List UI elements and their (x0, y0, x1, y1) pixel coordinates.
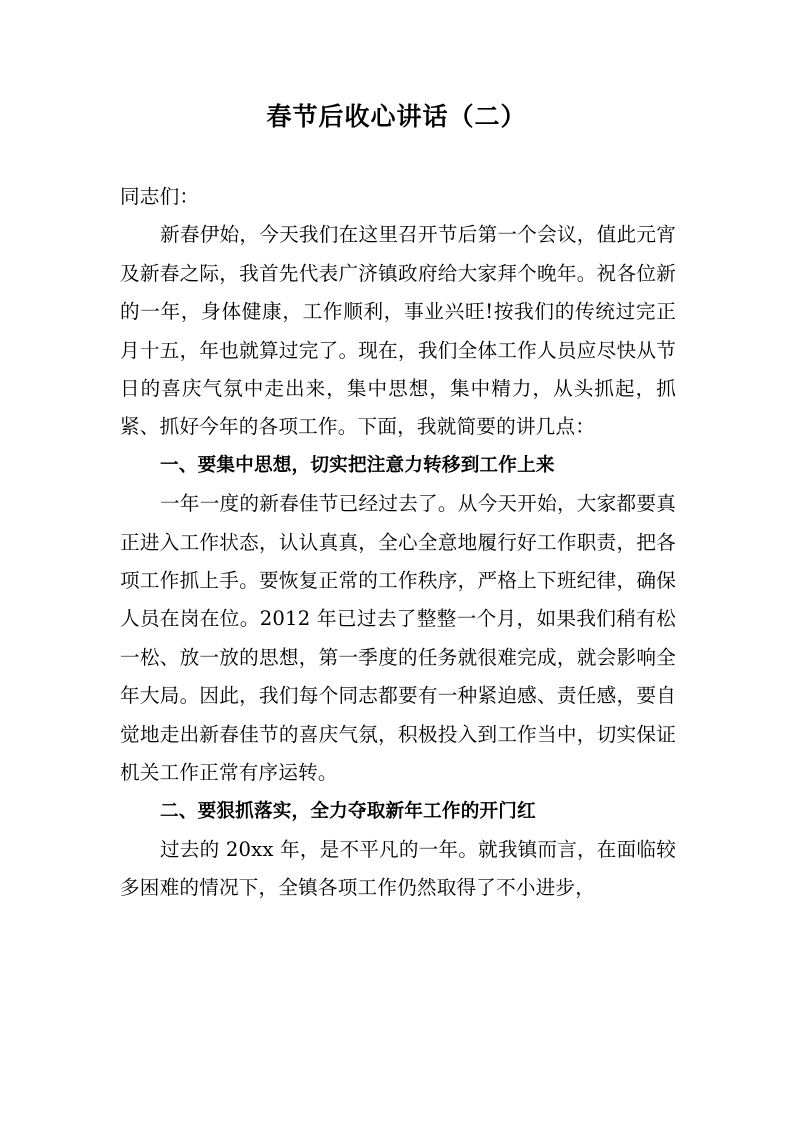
salutation: 同志们： (120, 185, 200, 208)
document-body (120, 178, 676, 908)
document-title: 春节后收心讲话（二） (266, 102, 527, 131)
body-paragraph: 新春伊始，今天我们在这里召开节后第一个会议，值此元宵及新春之际，我首先代表广济镇政府给大家拜个晚年。祝各位新的一年，身体健康，工作顺利，事业兴旺!按我们的传统过完正月十五，年也就算过完了。现在，我们全体工作人员应尽快从节日的喜庆气氛中走出来，集中思想，集中精力，从头抓起，抓紧、抓好今年的各项工作。下面，我就简要的讲几点： (120, 223, 676, 439)
body-paragraph: 过去的 20xx 年，是不平凡的一年。就我镇而言，在面临较多困难的情况下，全镇各项工作仍然取得了不小进步， (120, 837, 676, 900)
section-heading: 一、要集中思想，切实把注意力转移到工作上来 (160, 454, 555, 476)
section-heading: 二、要狠抓落实，全力夺取新年工作的开门红 (160, 800, 536, 822)
body-paragraph: 一年一度的新春佳节已经过去了。从今天开始，大家都要真正进入工作状态，认认真真，全心全意地履行好工作职责，把各项工作抓上手。要恢复正常的工作秩序，严格上下班纪律，确保人员在岗在位。2012 年已过去了整整一个月，如果我们稍有松一松、放一放的思想，第一季度的任务就很难完成，就会影响全年大局。因此，我们每个同志都要有一种紧迫感、责任感，要自觉地走出新春佳节的喜庆气氛，积极投入到工作当中，切实保证机关工作正常有序运转。 (120, 492, 676, 785)
